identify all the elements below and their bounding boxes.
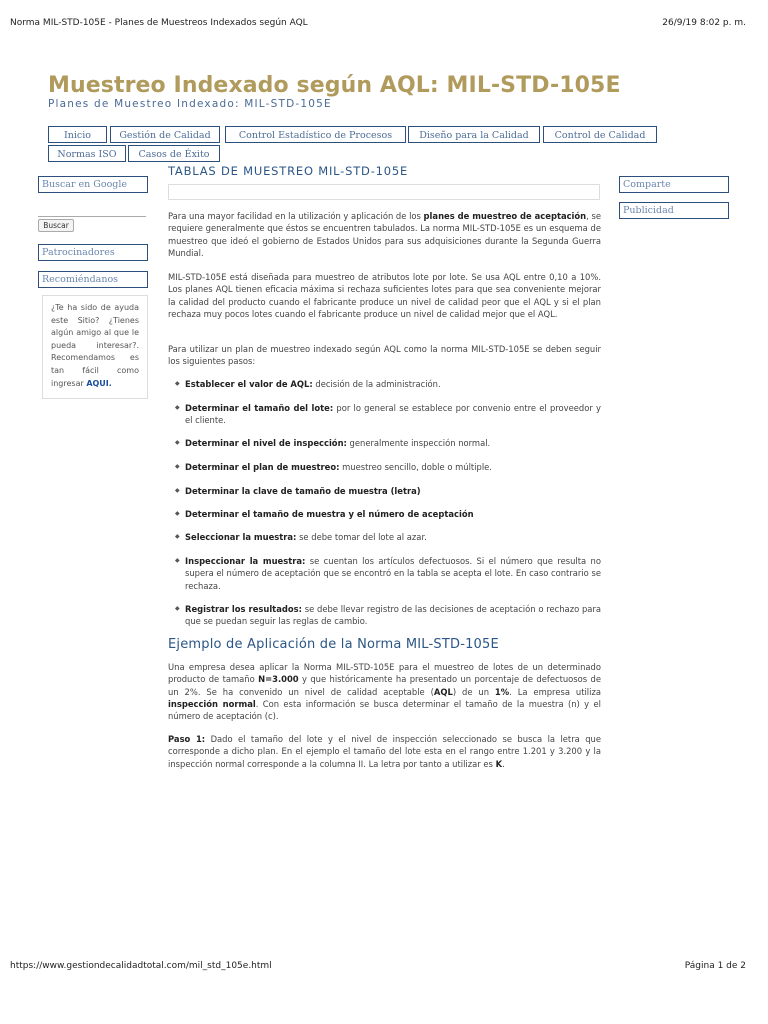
- promo-link[interactable]: AQUI.: [86, 378, 112, 388]
- paragraph-steps-intro: Para utilizar un plan de muestreo indexado según AQL como la norma MIL-STD-105E se deben seguir los siguientes pasos:: [168, 344, 601, 367]
- nav-control-estadistico[interactable]: Control Estadístico de Procesos: [225, 126, 406, 143]
- nav-diseno-calidad[interactable]: Diseño para la Calidad: [408, 126, 540, 143]
- promo-text: ¿Te ha sido de ayuda este Sitio? ¿Tienes algún amigo al que le pueda interesar?. Recomendamos es tan fácil como ingresar: [51, 303, 139, 388]
- list-item: ◆ Inspeccionar la muestra: se cuentan los artículos defectuosos. Si el número que resulta no supera el número de aceptación que se encontró en la tabla se acepta el lote. En caso contrario se rechaza.: [185, 555, 601, 592]
- search-input[interactable]: [38, 204, 146, 217]
- section-title: TABLAS DE MUESTREO MIL-STD-105E: [168, 164, 409, 178]
- nav-gestion-calidad[interactable]: Gestión de Calidad: [110, 126, 220, 143]
- paragraph-intro: Para una mayor facilidad en la utilización y aplicación de los planes de muestreo de aceptación, se requiere generalmente que éstos se encuentren tabulados. La norma MIL-STD-105E es un esquema de muestreo que ideó el gobierno de Estados Unidos para sus adquisiciones durante la Segunda Guerra Mundial.: [168, 211, 602, 258]
- list-item: ◆ Determinar el nivel de inspección: generalmente inspección normal.: [185, 437, 601, 449]
- print-date: 26/9/19 8:02 p. m.: [662, 18, 746, 28]
- list-item: ◆ Determinar el tamaño del lote: por lo general se establece por convenio entre el proveedor y el cliente.: [185, 402, 601, 427]
- site-title: Muestreo Indexado según AQL: MIL-STD-105E: [48, 73, 621, 98]
- print-page-title: Norma MIL-STD-105E - Planes de Muestreos Indexados según AQL: [10, 18, 308, 28]
- ad-banner-placeholder: [168, 184, 600, 200]
- nav-normas-iso[interactable]: Normas ISO: [48, 145, 126, 162]
- list-item: ◆ Determinar el tamaño de muestra y el número de aceptación: [185, 508, 601, 520]
- print-page-number: Página 1 de 2: [684, 961, 746, 971]
- list-item: ◆ Determinar el plan de muestreo: muestreo sencillo, doble o múltiple.: [185, 461, 601, 473]
- search-google-title: Buscar en Google: [38, 176, 148, 193]
- sponsors-title: Patrocinadores: [38, 244, 148, 261]
- paragraph-mil-std: MIL-STD-105E está diseñada para muestreo de atributos lote por lote. Se usa AQL entre 0,10 a 10%. Los planes AQL tienen eficacia máxima si rechaza suficientes lotes para que sea conveniente mejorar la calidad del producto cuando el fabricante produce un nivel de calidad peor que el AQL y si el plan rechaza muy pocos lotes cuando el fabricante produce un nivel de calidad mejor que el AQL.: [168, 272, 601, 319]
- print-url: https://www.gestiondecalidadtotal.com/mil_std_105e.html: [10, 961, 272, 971]
- share-title: Comparte: [619, 176, 729, 193]
- recommend-title: Recomiéndanos: [38, 271, 148, 288]
- list-item: ◆ Establecer el valor de AQL: decisión de la administración.: [185, 378, 601, 390]
- list-item: ◆ Determinar la clave de tamaño de muestra (letra): [185, 485, 601, 497]
- paragraph-example: Una empresa desea aplicar la Norma MIL-STD-105E para el muestreo de lotes de un determinado producto de tamaño N=3.000 y que históricamente ha presentado un porcentaje de defectuosos de un 2%. Se ha convenido un nivel de calidad aceptable (AQL) de un 1%. La empresa utiliza inspección normal. Con esta información se busca determinar el tamaño de la muestra (n) y el número de aceptación (c).: [168, 662, 602, 722]
- search-button[interactable]: Buscar: [38, 219, 74, 232]
- ads-title: Publicidad: [619, 202, 729, 219]
- list-item: ◆ Registrar los resultados: se debe llevar registro de las decisiones de aceptación o rechazo para que se puedan seguir las reglas de cambio.: [185, 603, 601, 628]
- nav-casos-exito[interactable]: Casos de Éxito: [128, 145, 220, 162]
- recommend-promo: [42, 295, 148, 399]
- list-item: ◆ Seleccionar la muestra: se debe tomar del lote al azar.: [185, 531, 601, 543]
- site-subtitle: Planes de Muestreo Indexado: MIL-STD-105E: [48, 98, 332, 110]
- paragraph-step1: Paso 1: Dado el tamaño del lote y el nivel de inspección seleccionado se busca la letra que corresponde a dicho plan. En el ejemplo el tamaño del lote esta en el rango entre 1.201 y 3.200 y la inspección normal corresponde a la columna II. La letra por tanto a utilizar es K.: [168, 734, 601, 769]
- nav-control-calidad[interactable]: Control de Calidad: [543, 126, 657, 143]
- example-heading: Ejemplo de Aplicación de la Norma MIL-STD-105E: [168, 637, 499, 652]
- nav-inicio[interactable]: Inicio: [48, 126, 107, 143]
